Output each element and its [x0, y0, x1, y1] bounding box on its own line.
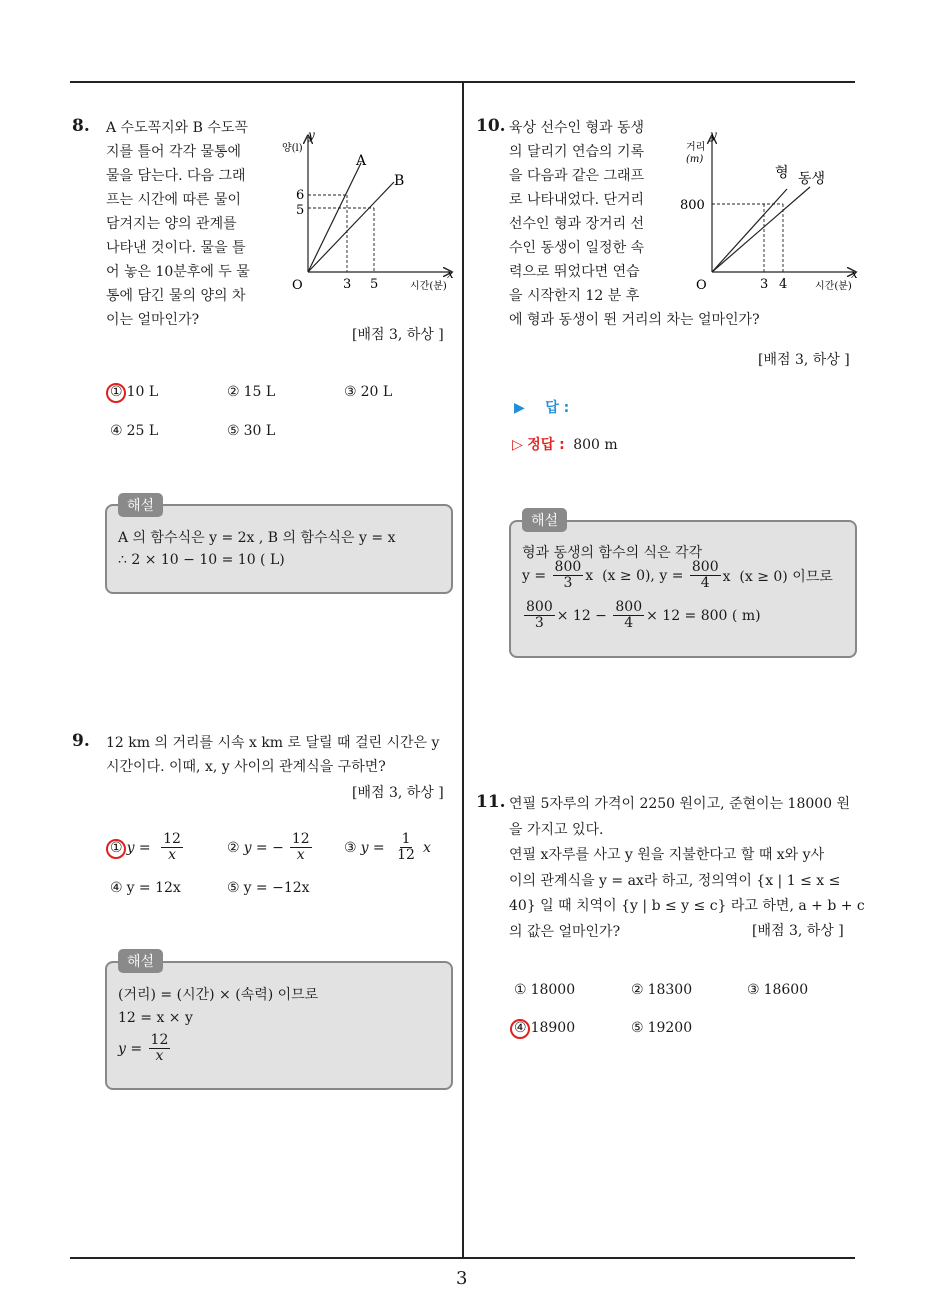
text-line: 을 다음과 같은 그래프	[509, 168, 645, 184]
denominator: 4	[624, 615, 634, 631]
column-divider	[462, 82, 464, 1258]
correct-answer-value: 800 m	[573, 437, 618, 453]
x-axis-label: 시간(분)	[410, 281, 447, 292]
option-number: ①	[110, 839, 123, 856]
question-11-number: 11.	[476, 792, 506, 812]
option-number: ⑤	[227, 423, 240, 439]
text-line: 프는 시간에 따른 물이	[106, 192, 242, 208]
option-5[interactable]	[631, 1020, 692, 1036]
denominator: x	[296, 847, 305, 863]
line-younger-brother-label: 동생	[798, 171, 826, 187]
option-prefix: y =	[126, 839, 156, 856]
math-text: y =	[522, 567, 551, 584]
fraction	[613, 600, 644, 631]
x-tick-label: 5	[370, 277, 379, 292]
fraction	[553, 560, 584, 591]
text-line: 물을 담는다. 다음 그래	[106, 168, 246, 184]
option-prefix: y =	[360, 839, 390, 856]
text-line: 의 달리기 연습의 기록	[509, 144, 645, 160]
numerator: 800	[526, 599, 553, 615]
option-prefix: y = −	[243, 839, 284, 856]
numerator: 800	[554, 559, 582, 575]
text-line: 12 km 의 거리를 시속 x km 로 달릴 때 걸린 시간은 y	[106, 735, 440, 751]
numerator: 12	[150, 1032, 169, 1048]
bottom-rule	[70, 1257, 855, 1259]
text-line: 수인 동생이 일정한 속	[509, 240, 645, 256]
solution-line	[118, 1033, 172, 1064]
text-line: 력으로 뛰었다면 연습	[509, 264, 640, 280]
line-b-label: B	[394, 173, 405, 189]
text-line: 지를 틀어 각각 물통에	[106, 144, 242, 160]
option-number: ②	[631, 982, 644, 998]
fraction	[290, 832, 312, 863]
text-line: 을 시작한지 12 분 후	[509, 288, 640, 304]
triangle-outline-icon: ▷	[512, 437, 523, 453]
option-1[interactable]	[110, 384, 158, 400]
text-line: 어 놓은 10분후에 두 물	[106, 264, 250, 280]
math-text: × 12 = 800 ( m)	[646, 607, 761, 624]
option-text: 18300	[647, 982, 693, 998]
x-tick-label: 4	[779, 277, 788, 292]
fraction	[161, 832, 183, 863]
question-9-number: 9.	[72, 731, 90, 751]
numerator: 12	[163, 831, 181, 847]
numerator: 12	[291, 831, 310, 847]
text-line: 이의 관계식을 y = ax라 하고, 정의역이 {x | 1 ≤ x ≤	[509, 872, 841, 889]
y-tick-label: 5	[296, 203, 305, 218]
x-axis-name: x	[447, 267, 454, 281]
numerator: 1	[401, 831, 411, 847]
question-8-score: [배점 3, 하상 ]	[352, 327, 444, 343]
option-4[interactable]	[110, 423, 158, 439]
option-number: ①	[514, 982, 527, 998]
option-number: ④	[110, 880, 123, 896]
correct-answer-row	[512, 434, 618, 454]
solution-line: (거리) = (시간) × (속력) 이므로	[118, 987, 319, 1003]
answer-input-row[interactable]	[514, 397, 569, 417]
option-1[interactable]	[514, 982, 575, 998]
text-line: 의 값은 얼마인가?	[509, 923, 621, 940]
y-axis-name: y	[308, 128, 315, 142]
question-8-graph	[270, 125, 460, 300]
option-4[interactable]	[110, 880, 181, 896]
denominator: x	[155, 1048, 164, 1064]
option-number: ②	[227, 384, 240, 400]
fraction	[524, 600, 555, 631]
denominator: 4	[700, 575, 710, 591]
solution-line: 12 = x × y	[118, 1010, 193, 1026]
option-text: 18000	[530, 982, 576, 998]
option-text: 10 L	[126, 384, 159, 400]
solution-line	[522, 600, 761, 631]
y-tick-label: 6	[296, 188, 305, 203]
text-line: 선수인 형과 장거리 선	[509, 216, 645, 232]
text-line: 연필 5자루의 가격이 2250 원이고, 준현이는 18000 원	[509, 796, 851, 812]
text-line: 육상 선수인 형과 동생	[509, 120, 645, 136]
text-line: 로 나타내었다. 단거리	[509, 192, 645, 208]
question-8-number: 8.	[72, 116, 90, 136]
correct-answer-label: 정답 :	[527, 437, 565, 453]
option-number: ③	[747, 982, 760, 998]
x-axis-name: x	[851, 267, 858, 281]
text-line: 통에 담긴 물의 양의 차	[106, 288, 246, 304]
option-2[interactable]	[631, 982, 692, 998]
option-5[interactable]	[227, 880, 310, 896]
option-text: 15 L	[243, 384, 276, 400]
y-axis-unit: (m)	[686, 154, 704, 165]
denominator: x	[168, 847, 176, 863]
denominator: 3	[534, 615, 544, 631]
numerator: 800	[691, 559, 719, 575]
text-line: 시간이다. 이때, x, y 사이의 관계식을 구하면?	[106, 759, 386, 775]
denominator: 12	[397, 847, 415, 863]
option-number: ①	[110, 384, 123, 400]
solution-prefix: y =	[118, 1040, 147, 1057]
answer-label: 답 :	[545, 400, 570, 416]
line-older-brother	[712, 189, 787, 272]
x-tick-label: 3	[760, 277, 769, 292]
option-text: 19200	[647, 1020, 693, 1036]
solution-box-q8	[105, 504, 453, 594]
solution-line: ∴ 2 × 10 − 10 = 10 ( L)	[118, 552, 285, 568]
question-10-graph	[672, 125, 862, 300]
option-1[interactable]	[110, 832, 185, 863]
question-8-text	[106, 116, 250, 332]
text-line: A 수도꼭지와 B 수도꼭	[106, 120, 248, 136]
option-2[interactable]	[227, 832, 314, 863]
option-text: y = 12x	[126, 880, 181, 896]
option-text: 30 L	[243, 423, 276, 439]
solution-line	[522, 560, 833, 591]
y-axis-name: y	[710, 128, 717, 142]
line-a-label: A	[356, 153, 367, 169]
option-2[interactable]	[227, 384, 275, 400]
question-9-score: [배점 3, 하상 ]	[352, 785, 444, 801]
option-3[interactable]	[344, 832, 431, 863]
option-number: ③	[344, 839, 357, 856]
question-10-score: [배점 3, 하상 ]	[758, 352, 850, 368]
option-5[interactable]	[227, 423, 275, 439]
math-text: x (x ≥ 0) 이므로	[722, 568, 833, 585]
numerator: 800	[615, 599, 643, 615]
fraction	[395, 832, 417, 863]
math-text: × 12 −	[556, 607, 612, 624]
option-number: ②	[227, 839, 240, 856]
x-axis-label: 시간(분)	[815, 281, 852, 292]
option-number: ③	[344, 384, 357, 400]
question-11-score: [배점 3, 하상 ]	[752, 923, 844, 939]
fraction	[149, 1033, 171, 1064]
solution-line: A 의 함수식은 y = 2x , B 의 함수식은 y = x	[118, 530, 396, 546]
option-text: 18600	[763, 982, 809, 998]
y-axis-label: 거리	[686, 142, 706, 153]
line-b	[308, 182, 394, 272]
solution-label: 해설	[522, 508, 567, 532]
text-line: 나타낸 것이다. 물을 틀	[106, 240, 246, 256]
text-line: 을 가지고 있다.	[509, 821, 604, 838]
solution-line: 형과 동생의 함수의 식은 각각	[522, 545, 703, 561]
text-line: 연필 x자루를 사고 y 원을 지불한다고 할 때 x와 y사	[509, 847, 825, 863]
solution-label: 해설	[118, 949, 163, 973]
page-number: 3	[456, 1268, 468, 1289]
option-3[interactable]	[747, 982, 808, 998]
option-4[interactable]	[514, 1020, 575, 1036]
text-line: 에 형과 동생이 뛴 거리의 차는 얼마인가?	[509, 312, 760, 328]
option-text: 25 L	[126, 423, 159, 439]
text-line: 담겨지는 양의 관계를	[106, 216, 237, 232]
option-number: ④	[110, 423, 123, 439]
line-a	[308, 163, 361, 272]
option-suffix: x	[422, 839, 431, 856]
line-younger-brother	[712, 187, 810, 272]
solution-label: 해설	[118, 493, 163, 517]
question-9-text	[106, 731, 439, 779]
option-text: y = −12x	[243, 880, 310, 896]
x-tick-label: 3	[343, 277, 352, 292]
option-number: ⑤	[631, 1020, 644, 1036]
y-tick-label: 800	[680, 198, 705, 213]
origin-label: O	[292, 278, 303, 293]
origin-label: O	[696, 278, 707, 293]
y-axis-label: 양(l)	[282, 143, 303, 154]
option-text: 20 L	[360, 384, 393, 400]
fraction	[690, 560, 721, 591]
option-number: ⑤	[227, 880, 240, 896]
option-number: ④	[514, 1020, 527, 1036]
option-text: 18900	[530, 1020, 576, 1036]
denominator: 3	[563, 575, 573, 591]
text-line: 40} 일 때 치역이 {y | b ≤ y ≤ c} 라고 하면, a + b + c	[509, 898, 865, 914]
option-3[interactable]	[344, 384, 392, 400]
math-text: x (x ≥ 0), y =	[585, 567, 688, 584]
text-line: 이는 얼마인가?	[106, 312, 200, 328]
line-older-brother-label: 형	[775, 165, 789, 181]
question-10-number: 10.	[476, 116, 506, 136]
play-icon: ▶	[514, 400, 525, 416]
